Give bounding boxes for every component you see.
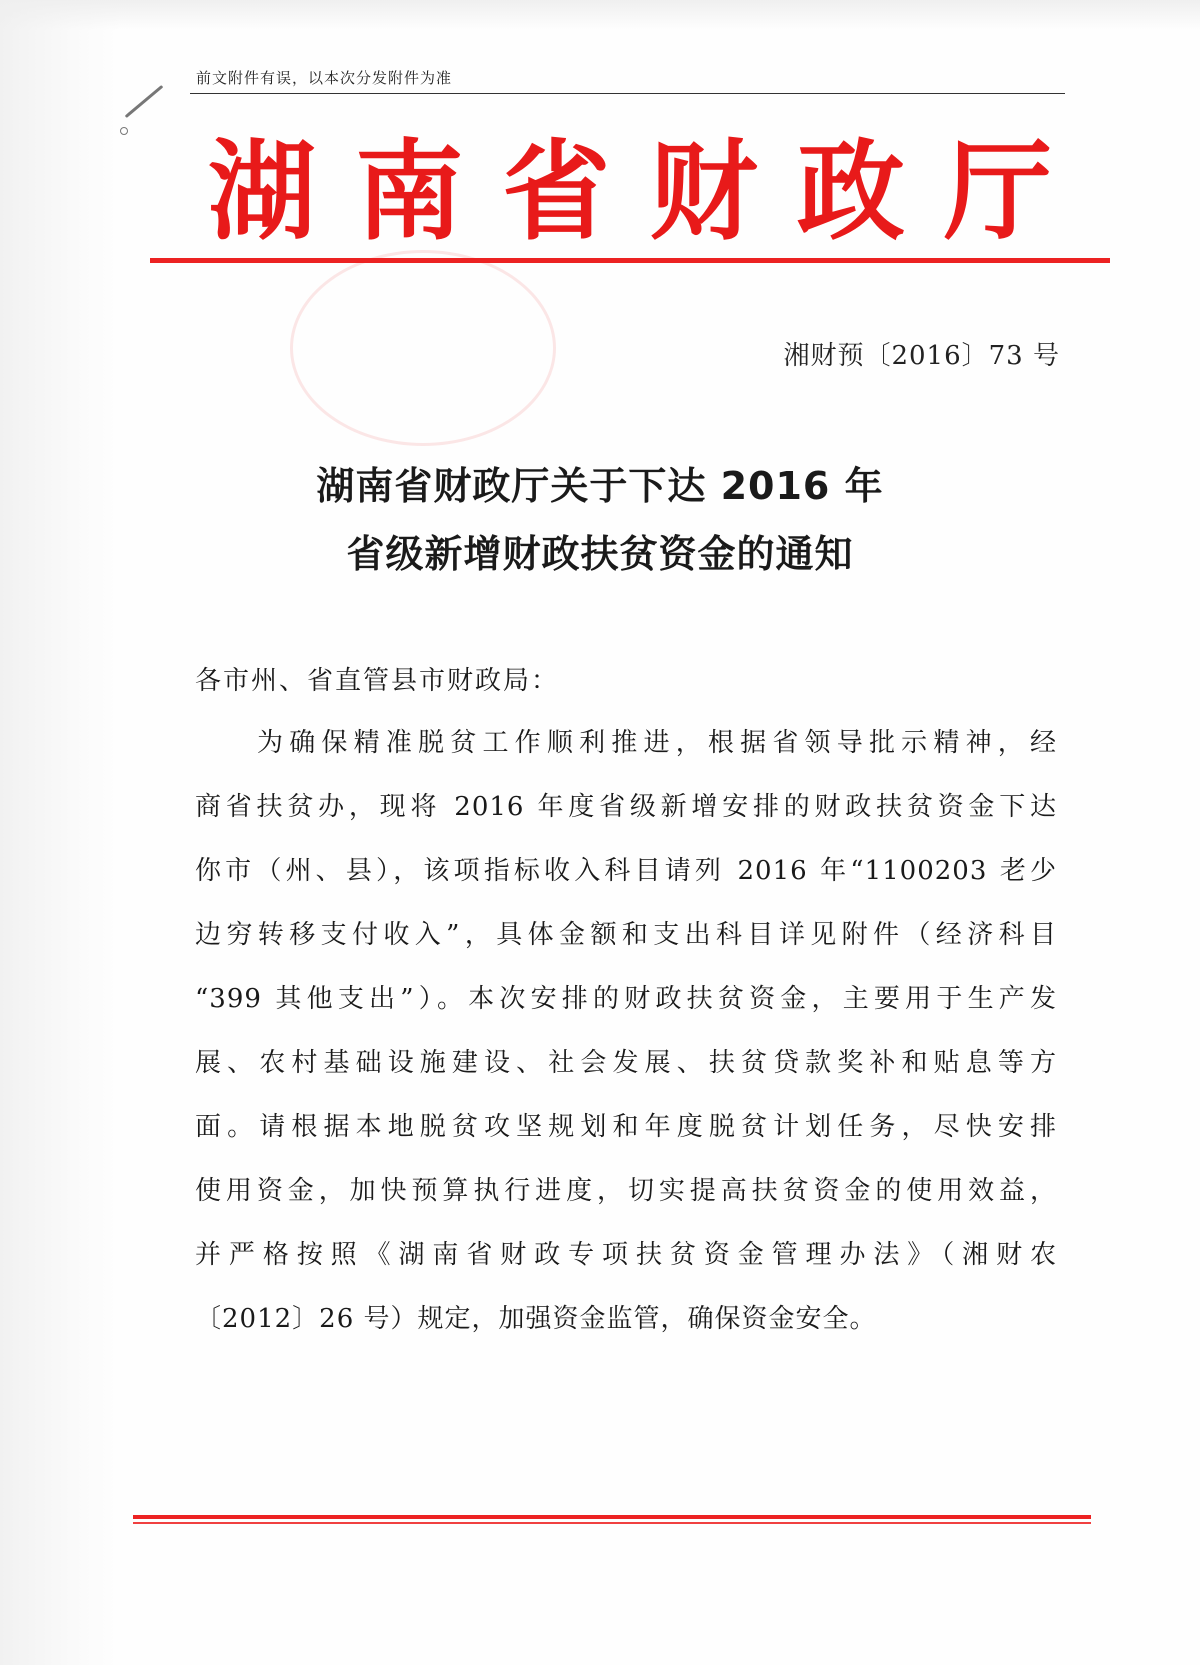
body-line: 面。请根据本地脱贫攻坚规划和年度脱贫计划任务，尽快安排 bbox=[195, 1112, 1057, 1142]
body-line: 为确保精准脱贫工作顺利推进，根据省领导批示精神，经 bbox=[257, 728, 1057, 758]
correction-note-rule bbox=[190, 93, 1065, 94]
salutation: 各市州、省直管县市财政局： bbox=[195, 666, 560, 696]
masthead bbox=[150, 130, 1110, 255]
body-line: 展、农村基础设施建设、社会发展、扶贫贷款奖补和贴息等方 bbox=[195, 1048, 1057, 1078]
scan-shadow-top bbox=[0, 0, 1200, 30]
body-line: 商省扶贫办，现将 2016 年度省级新增安排的财政扶贫资金下达 bbox=[195, 792, 1057, 822]
footer-red-rule-thin bbox=[133, 1522, 1091, 1524]
body-line: 使用资金，加快预算执行进度，切实提高扶贫资金的使用效益， bbox=[195, 1176, 1057, 1206]
footer-red-rule bbox=[133, 1515, 1091, 1519]
scan-shadow-left bbox=[0, 0, 120, 1665]
staple-hole bbox=[120, 127, 128, 135]
staple-mark bbox=[125, 85, 164, 118]
body-line: 〔2012〕26 号）规定，加强资金监管，确保资金安全。 bbox=[195, 1304, 877, 1334]
masthead-char: 财 bbox=[649, 129, 758, 255]
masthead-char: 厅 bbox=[943, 129, 1052, 255]
body-line: 边穷转移支付收入”，具体金额和支出科目详见附件（经济科目 bbox=[195, 920, 1057, 950]
document-number: 湘财预〔2016〕73 号 bbox=[783, 341, 1060, 371]
masthead-char: 省 bbox=[502, 129, 611, 255]
body-line: “399 其他支出”）。本次安排的财政扶贫资金，主要用于生产发 bbox=[195, 984, 1057, 1014]
body-line: 并严格按照《湖南省财政专项扶贫资金管理办法》（湘财农 bbox=[195, 1240, 1057, 1270]
masthead-char: 政 bbox=[796, 129, 905, 255]
body-line: 你市（州、县），该项指标收入科目请列 2016 年“1100203 老少 bbox=[195, 856, 1057, 886]
correction-note: 前文附件有误，以本次分发附件为准 bbox=[196, 69, 453, 87]
document-title-line-1: 湖南省财政厅关于下达 2016 年 bbox=[316, 464, 884, 508]
masthead-char: 南 bbox=[355, 129, 464, 255]
document-title-line-2: 省级新增财政扶贫资金的通知 bbox=[346, 532, 854, 576]
masthead-red-rule bbox=[150, 258, 1110, 263]
bleed-through-seal bbox=[290, 250, 556, 446]
masthead-char: 湖 bbox=[208, 129, 317, 255]
